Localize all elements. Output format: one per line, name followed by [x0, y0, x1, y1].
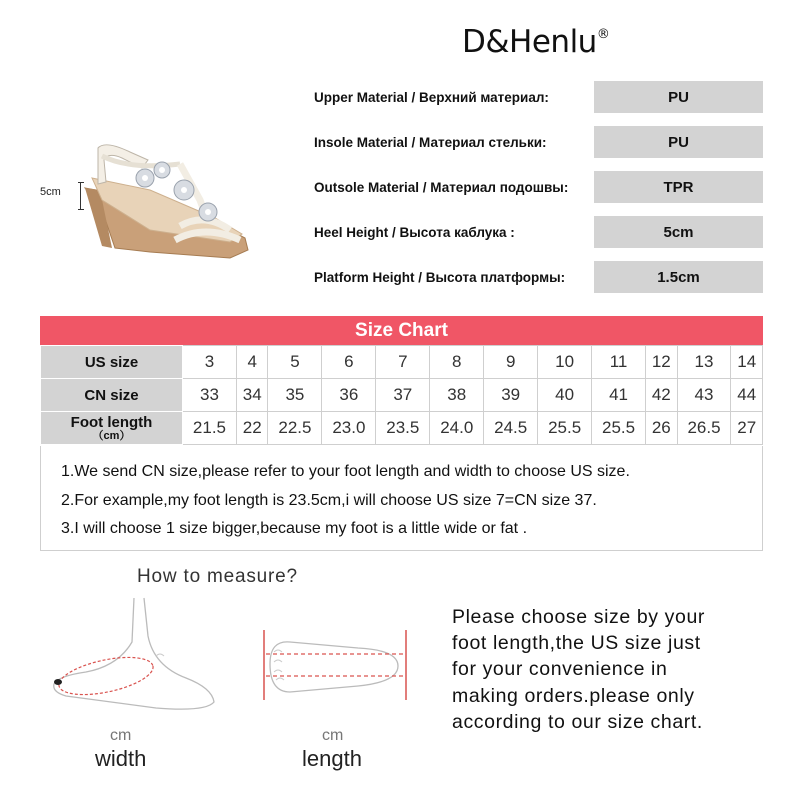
note-item: 3.I will choose 1 size bigger,because my foot is a little wide or fat . — [61, 520, 528, 537]
registered-mark: ® — [596, 27, 610, 42]
foot-length-cell: 27 — [731, 412, 763, 445]
spec-label-insole: Insole Material / Материал стельки: — [314, 135, 547, 150]
how-to-measure-title: How to measure? — [137, 566, 298, 587]
spec-value-heel: 5cm — [594, 216, 763, 248]
brand-name: D&Henlu — [462, 24, 597, 60]
foot-length-cell: 22 — [236, 412, 268, 445]
cn-size-cell: 33 — [183, 379, 237, 412]
size-advice — [452, 604, 772, 735]
advice-line: according to our size chart. — [452, 710, 703, 733]
advice-line: for your convenience in — [452, 658, 668, 681]
heel-dimension-label: 5cm — [40, 186, 61, 198]
foot-width-diagram — [36, 596, 226, 721]
spec-label-heel: Heel Height / Высота каблука : — [314, 225, 515, 240]
length-unit: cm — [322, 727, 344, 744]
size-chart-table — [40, 345, 763, 445]
foot-length-cell: 25.5 — [592, 412, 646, 445]
foot-length-diagram — [262, 624, 412, 719]
brand-logo — [462, 24, 609, 60]
us-size-cell: 12 — [646, 346, 678, 379]
spec-label-outsole: Outsole Material / Материал подошвы: — [314, 180, 569, 195]
cn-size-cell: 39 — [484, 379, 538, 412]
sandal-illustration — [30, 130, 275, 270]
width-unit: cm — [110, 727, 132, 744]
spec-label-upper: Upper Material / Верхний материал: — [314, 90, 549, 105]
foot-length-cell: 26 — [646, 412, 678, 445]
cn-size-cell: 37 — [376, 379, 430, 412]
foot-length-cell: 21.5 — [183, 412, 237, 445]
spec-label-platform: Platform Height / Высота платформы: — [314, 270, 566, 285]
foot-length-header-label: Foot length — [70, 413, 153, 431]
spec-value-upper: PU — [594, 81, 763, 113]
cn-size-cell: 34 — [236, 379, 268, 412]
spec-value-outsole: TPR — [594, 171, 763, 203]
cn-size-cell: 44 — [731, 379, 763, 412]
us-size-cell: 8 — [430, 346, 484, 379]
foot-length-header — [41, 412, 183, 445]
us-size-cell: 4 — [236, 346, 268, 379]
us-size-cell: 3 — [183, 346, 237, 379]
note-item: 2.For example,my foot length is 23.5cm,i will choose US size 7=CN size 37. — [61, 491, 597, 509]
cn-size-cell: 41 — [592, 379, 646, 412]
cn-size-row — [41, 379, 763, 412]
cn-size-cell: 35 — [268, 379, 322, 412]
foot-length-row — [41, 412, 763, 445]
cn-size-cell: 42 — [646, 379, 678, 412]
us-size-header: US size — [41, 346, 183, 379]
foot-top-icon — [262, 624, 412, 714]
size-chart-title: Size Chart — [40, 316, 763, 345]
cn-size-cell: 38 — [430, 379, 484, 412]
foot-length-unit: （cm） — [92, 429, 131, 442]
note-item: 1.We send CN size,please refer to your foot length and width to choose US size. — [61, 463, 630, 480]
foot-length-cell: 24.0 — [430, 412, 484, 445]
cn-size-cell: 36 — [322, 379, 376, 412]
us-size-cell: 13 — [677, 346, 731, 379]
us-size-cell: 10 — [538, 346, 592, 379]
cn-size-header: CN size — [41, 379, 183, 412]
foot-length-cell: 22.5 — [268, 412, 322, 445]
us-size-cell: 5 — [268, 346, 322, 379]
spec-value-platform: 1.5cm — [594, 261, 763, 293]
us-size-cell: 6 — [322, 346, 376, 379]
us-size-cell: 7 — [376, 346, 430, 379]
advice-line: making orders.please only — [452, 684, 695, 707]
advice-line: Please choose size by your — [452, 606, 705, 628]
us-size-cell: 9 — [484, 346, 538, 379]
foot-length-cell: 26.5 — [677, 412, 731, 445]
cn-size-cell: 43 — [677, 379, 731, 412]
us-size-cell: 11 — [592, 346, 646, 379]
us-size-cell: 14 — [731, 346, 763, 379]
dimension-bracket — [78, 182, 84, 210]
size-notes — [40, 446, 763, 551]
width-label: width — [95, 746, 147, 771]
length-label: length — [302, 746, 362, 771]
foot-length-cell: 25.5 — [538, 412, 592, 445]
foot-length-cell: 24.5 — [484, 412, 538, 445]
foot-side-icon — [36, 596, 226, 716]
spec-value-insole: PU — [594, 126, 763, 158]
advice-line: foot length,the US size just — [452, 632, 701, 655]
cn-size-cell: 40 — [538, 379, 592, 412]
us-size-row — [41, 346, 763, 379]
product-image — [30, 130, 275, 270]
foot-length-cell: 23.5 — [376, 412, 430, 445]
foot-length-cell: 23.0 — [322, 412, 376, 445]
